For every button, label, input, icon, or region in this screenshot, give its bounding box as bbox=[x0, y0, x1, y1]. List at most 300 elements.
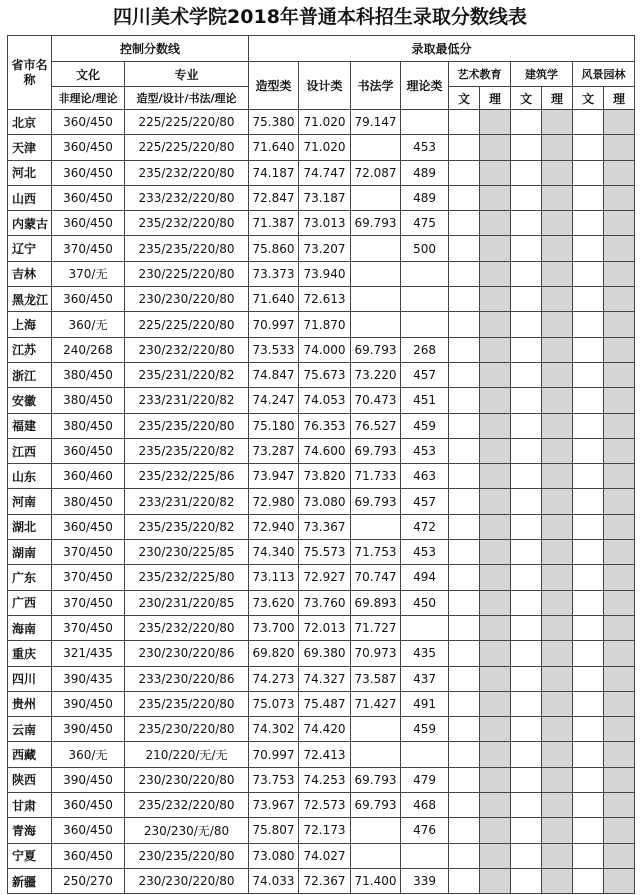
cell-shufa-score: 79.147 bbox=[351, 110, 401, 135]
cell-empty bbox=[573, 615, 604, 640]
header-culture: 文化 bbox=[52, 62, 125, 87]
cell-empty bbox=[511, 540, 542, 565]
cell-province: 青海 bbox=[8, 818, 52, 843]
cell-empty bbox=[511, 489, 542, 514]
cell-province: 西藏 bbox=[8, 742, 52, 767]
cell-major-score: 235/230/220/80 bbox=[125, 717, 249, 742]
table-row bbox=[8, 641, 635, 666]
cell-empty bbox=[449, 818, 480, 843]
cell-empty bbox=[573, 388, 604, 413]
cell-major-score: 210/220/无/无 bbox=[125, 742, 249, 767]
cell-lilun-score: 459 bbox=[401, 717, 449, 742]
cell-empty bbox=[573, 793, 604, 818]
cell-empty bbox=[480, 236, 511, 261]
header-lilun: 理论类 bbox=[401, 62, 449, 110]
cell-shufa-score: 69.793 bbox=[351, 793, 401, 818]
cell-zaoxing-score: 70.997 bbox=[249, 742, 299, 767]
cell-empty bbox=[449, 337, 480, 362]
cell-shufa-score bbox=[351, 843, 401, 868]
cell-empty bbox=[604, 160, 635, 185]
cell-empty bbox=[542, 362, 573, 387]
cell-sheji-score: 75.573 bbox=[299, 540, 351, 565]
cell-major-score: 235/232/220/80 bbox=[125, 793, 249, 818]
cell-major-score: 235/231/220/82 bbox=[125, 362, 249, 387]
cell-empty bbox=[480, 337, 511, 362]
cell-province: 云南 bbox=[8, 717, 52, 742]
cell-empty bbox=[573, 185, 604, 210]
cell-major-score: 235/232/225/86 bbox=[125, 464, 249, 489]
cell-empty bbox=[480, 135, 511, 160]
cell-lilun-score bbox=[401, 110, 449, 135]
cell-lilun-score: 475 bbox=[401, 211, 449, 236]
header-province: 省市名称 bbox=[8, 36, 52, 110]
cell-empty bbox=[480, 489, 511, 514]
cell-empty bbox=[480, 868, 511, 893]
cell-empty bbox=[604, 312, 635, 337]
header-yishu-wen: 文 bbox=[449, 87, 480, 110]
cell-empty bbox=[449, 843, 480, 868]
table-row bbox=[8, 565, 635, 590]
cell-empty bbox=[511, 793, 542, 818]
cell-culture-score: 360/无 bbox=[52, 742, 125, 767]
cell-shufa-score bbox=[351, 261, 401, 286]
cell-culture-score: 390/450 bbox=[52, 691, 125, 716]
cell-empty bbox=[573, 691, 604, 716]
cell-empty bbox=[573, 160, 604, 185]
table-row bbox=[8, 464, 635, 489]
cell-empty bbox=[449, 540, 480, 565]
cell-province: 天津 bbox=[8, 135, 52, 160]
cell-shufa-score: 69.793 bbox=[351, 211, 401, 236]
cell-culture-score: 360/450 bbox=[52, 438, 125, 463]
cell-major-score: 230/231/220/85 bbox=[125, 590, 249, 615]
table-row bbox=[8, 211, 635, 236]
cell-empty bbox=[542, 211, 573, 236]
cell-sheji-score: 74.747 bbox=[299, 160, 351, 185]
table-row bbox=[8, 514, 635, 539]
table-row bbox=[8, 742, 635, 767]
cell-empty bbox=[542, 287, 573, 312]
cell-empty bbox=[511, 565, 542, 590]
cell-zaoxing-score: 74.847 bbox=[249, 362, 299, 387]
cell-empty bbox=[542, 843, 573, 868]
cell-shufa-score bbox=[351, 135, 401, 160]
cell-zaoxing-score: 73.533 bbox=[249, 337, 299, 362]
header-jianzhu-wen: 文 bbox=[511, 87, 542, 110]
cell-empty bbox=[511, 742, 542, 767]
cell-sheji-score: 74.420 bbox=[299, 717, 351, 742]
cell-empty bbox=[449, 464, 480, 489]
cell-empty bbox=[542, 261, 573, 286]
cell-empty bbox=[542, 540, 573, 565]
cell-empty bbox=[604, 388, 635, 413]
cell-zaoxing-score: 74.033 bbox=[249, 868, 299, 893]
cell-empty bbox=[573, 211, 604, 236]
cell-empty bbox=[511, 287, 542, 312]
cell-province: 河南 bbox=[8, 489, 52, 514]
cell-province: 黑龙江 bbox=[8, 287, 52, 312]
cell-lilun-score: 339 bbox=[401, 868, 449, 893]
cell-lilun-score: 472 bbox=[401, 514, 449, 539]
cell-lilun-score: 451 bbox=[401, 388, 449, 413]
cell-culture-score: 380/450 bbox=[52, 413, 125, 438]
cell-empty bbox=[604, 464, 635, 489]
cell-province: 北京 bbox=[8, 110, 52, 135]
cell-empty bbox=[573, 666, 604, 691]
cell-lilun-score: 489 bbox=[401, 185, 449, 210]
header-shufa: 书法学 bbox=[351, 62, 401, 110]
cell-province: 山西 bbox=[8, 185, 52, 210]
cell-empty bbox=[511, 185, 542, 210]
cell-zaoxing-score: 74.340 bbox=[249, 540, 299, 565]
cell-sheji-score: 74.000 bbox=[299, 337, 351, 362]
cell-culture-score: 380/450 bbox=[52, 388, 125, 413]
cell-empty bbox=[604, 362, 635, 387]
cell-culture-score: 360/450 bbox=[52, 818, 125, 843]
table-row bbox=[8, 590, 635, 615]
header-culture-sub: 非理论/理论 bbox=[52, 87, 125, 110]
cell-lilun-score: 453 bbox=[401, 438, 449, 463]
cell-empty bbox=[604, 615, 635, 640]
cell-zaoxing-score: 73.947 bbox=[249, 464, 299, 489]
cell-empty bbox=[480, 565, 511, 590]
cell-empty bbox=[604, 489, 635, 514]
cell-empty bbox=[573, 565, 604, 590]
cell-shufa-score bbox=[351, 514, 401, 539]
cell-zaoxing-score: 73.080 bbox=[249, 843, 299, 868]
cell-empty bbox=[449, 261, 480, 286]
cell-empty bbox=[573, 868, 604, 893]
cell-empty bbox=[573, 540, 604, 565]
cell-zaoxing-score: 75.073 bbox=[249, 691, 299, 716]
cell-empty bbox=[542, 110, 573, 135]
cell-empty bbox=[449, 236, 480, 261]
cell-zaoxing-score: 75.380 bbox=[249, 110, 299, 135]
cell-sheji-score: 73.367 bbox=[299, 514, 351, 539]
cell-empty bbox=[511, 641, 542, 666]
cell-empty bbox=[604, 793, 635, 818]
table-row bbox=[8, 287, 635, 312]
cell-empty bbox=[542, 236, 573, 261]
cell-lilun-score bbox=[401, 261, 449, 286]
cell-empty bbox=[604, 767, 635, 792]
cell-lilun-score: 457 bbox=[401, 362, 449, 387]
cell-culture-score: 370/450 bbox=[52, 540, 125, 565]
cell-empty bbox=[604, 666, 635, 691]
cell-province: 宁夏 bbox=[8, 843, 52, 868]
cell-zaoxing-score: 70.997 bbox=[249, 312, 299, 337]
cell-shufa-score: 73.220 bbox=[351, 362, 401, 387]
cell-empty bbox=[573, 287, 604, 312]
cell-empty bbox=[573, 362, 604, 387]
cell-culture-score: 370/450 bbox=[52, 590, 125, 615]
cell-empty bbox=[511, 135, 542, 160]
page-title: 四川美术学院2018年普通本科招生录取分数线表 bbox=[113, 6, 527, 28]
cell-culture-score: 360/450 bbox=[52, 110, 125, 135]
header-zaoxing: 造型类 bbox=[249, 62, 299, 110]
cell-empty bbox=[480, 717, 511, 742]
cell-empty bbox=[511, 514, 542, 539]
cell-sheji-score: 72.013 bbox=[299, 615, 351, 640]
cell-empty bbox=[480, 185, 511, 210]
cell-culture-score: 390/450 bbox=[52, 767, 125, 792]
cell-empty bbox=[449, 717, 480, 742]
cell-empty bbox=[573, 742, 604, 767]
cell-empty bbox=[480, 666, 511, 691]
cell-zaoxing-score: 75.807 bbox=[249, 818, 299, 843]
cell-empty bbox=[604, 185, 635, 210]
cell-shufa-score: 71.727 bbox=[351, 615, 401, 640]
cell-empty bbox=[480, 464, 511, 489]
cell-culture-score: 390/435 bbox=[52, 666, 125, 691]
cell-empty bbox=[604, 540, 635, 565]
cell-major-score: 225/225/220/80 bbox=[125, 110, 249, 135]
cell-zaoxing-score: 72.847 bbox=[249, 185, 299, 210]
cell-empty bbox=[449, 388, 480, 413]
cell-culture-score: 370/无 bbox=[52, 261, 125, 286]
cell-empty bbox=[449, 211, 480, 236]
cell-culture-score: 380/450 bbox=[52, 362, 125, 387]
table-row bbox=[8, 261, 635, 286]
cell-shufa-score: 71.733 bbox=[351, 464, 401, 489]
cell-province: 上海 bbox=[8, 312, 52, 337]
cell-empty bbox=[511, 388, 542, 413]
cell-lilun-score: 435 bbox=[401, 641, 449, 666]
cell-shufa-score: 76.527 bbox=[351, 413, 401, 438]
cell-empty bbox=[480, 110, 511, 135]
cell-empty bbox=[573, 438, 604, 463]
cell-empty bbox=[511, 438, 542, 463]
cell-empty bbox=[542, 742, 573, 767]
cell-lilun-score: 453 bbox=[401, 540, 449, 565]
cell-sheji-score: 75.673 bbox=[299, 362, 351, 387]
cell-empty bbox=[604, 211, 635, 236]
cell-empty bbox=[573, 110, 604, 135]
cell-empty bbox=[449, 793, 480, 818]
cell-empty bbox=[573, 337, 604, 362]
cell-sheji-score: 73.080 bbox=[299, 489, 351, 514]
cell-shufa-score: 69.793 bbox=[351, 337, 401, 362]
cell-empty bbox=[542, 185, 573, 210]
cell-major-score: 230/230/220/80 bbox=[125, 767, 249, 792]
cell-province: 江西 bbox=[8, 438, 52, 463]
cell-empty bbox=[604, 742, 635, 767]
cell-shufa-score: 70.747 bbox=[351, 565, 401, 590]
cell-shufa-score bbox=[351, 312, 401, 337]
cell-empty bbox=[449, 489, 480, 514]
cell-empty bbox=[511, 211, 542, 236]
cell-empty bbox=[511, 818, 542, 843]
cell-zaoxing-score: 72.980 bbox=[249, 489, 299, 514]
cell-zaoxing-score: 74.273 bbox=[249, 666, 299, 691]
cell-empty bbox=[480, 160, 511, 185]
cell-province: 新疆 bbox=[8, 868, 52, 893]
cell-zaoxing-score: 73.287 bbox=[249, 438, 299, 463]
cell-major-score: 235/235/220/80 bbox=[125, 413, 249, 438]
cell-sheji-score: 76.353 bbox=[299, 413, 351, 438]
cell-sheji-score: 73.760 bbox=[299, 590, 351, 615]
cell-empty bbox=[511, 413, 542, 438]
cell-empty bbox=[604, 717, 635, 742]
cell-sheji-score: 69.380 bbox=[299, 641, 351, 666]
cell-empty bbox=[542, 489, 573, 514]
cell-zaoxing-score: 75.180 bbox=[249, 413, 299, 438]
cell-shufa-score: 72.087 bbox=[351, 160, 401, 185]
cell-empty bbox=[480, 540, 511, 565]
cell-province: 安徽 bbox=[8, 388, 52, 413]
cell-zaoxing-score: 71.640 bbox=[249, 135, 299, 160]
cell-province: 福建 bbox=[8, 413, 52, 438]
cell-empty bbox=[511, 160, 542, 185]
cell-empty bbox=[449, 742, 480, 767]
cell-empty bbox=[449, 691, 480, 716]
cell-empty bbox=[573, 413, 604, 438]
cell-culture-score: 360/460 bbox=[52, 464, 125, 489]
cell-lilun-score: 489 bbox=[401, 160, 449, 185]
cell-culture-score: 321/435 bbox=[52, 641, 125, 666]
cell-major-score: 233/231/220/82 bbox=[125, 388, 249, 413]
cell-empty bbox=[480, 261, 511, 286]
cell-empty bbox=[511, 615, 542, 640]
cell-empty bbox=[573, 767, 604, 792]
cell-zaoxing-score: 73.620 bbox=[249, 590, 299, 615]
cell-empty bbox=[449, 438, 480, 463]
cell-sheji-score: 72.927 bbox=[299, 565, 351, 590]
cell-lilun-score: 500 bbox=[401, 236, 449, 261]
cell-empty bbox=[511, 843, 542, 868]
cell-empty bbox=[573, 464, 604, 489]
cell-empty bbox=[573, 261, 604, 286]
table-row bbox=[8, 691, 635, 716]
cell-culture-score: 360/450 bbox=[52, 211, 125, 236]
cell-empty bbox=[604, 287, 635, 312]
table-row bbox=[8, 818, 635, 843]
cell-empty bbox=[542, 717, 573, 742]
cell-province: 吉林 bbox=[8, 261, 52, 286]
cell-province: 陕西 bbox=[8, 767, 52, 792]
cell-empty bbox=[542, 514, 573, 539]
cell-empty bbox=[542, 160, 573, 185]
cell-shufa-score bbox=[351, 236, 401, 261]
cell-province: 河北 bbox=[8, 160, 52, 185]
cell-sheji-score: 74.253 bbox=[299, 767, 351, 792]
cell-province: 辽宁 bbox=[8, 236, 52, 261]
table-row bbox=[8, 362, 635, 387]
cell-major-score: 235/232/220/80 bbox=[125, 211, 249, 236]
cell-shufa-score: 71.753 bbox=[351, 540, 401, 565]
header-sheji: 设计类 bbox=[299, 62, 351, 110]
cell-empty bbox=[480, 793, 511, 818]
cell-empty bbox=[511, 337, 542, 362]
header-control: 控制分数线 bbox=[52, 36, 249, 62]
cell-empty bbox=[542, 767, 573, 792]
cell-lilun-score: 268 bbox=[401, 337, 449, 362]
cell-shufa-score bbox=[351, 717, 401, 742]
table-row bbox=[8, 185, 635, 210]
cell-empty bbox=[480, 641, 511, 666]
cell-shufa-score bbox=[351, 818, 401, 843]
header-fengjing: 风景园林 bbox=[573, 62, 635, 87]
cell-lilun-score bbox=[401, 615, 449, 640]
cell-sheji-score: 73.187 bbox=[299, 185, 351, 210]
cell-empty bbox=[511, 868, 542, 893]
cell-empty bbox=[449, 312, 480, 337]
cell-empty bbox=[449, 135, 480, 160]
cell-culture-score: 370/450 bbox=[52, 565, 125, 590]
cell-province: 广东 bbox=[8, 565, 52, 590]
table-row bbox=[8, 110, 635, 135]
cell-empty bbox=[511, 464, 542, 489]
cell-shufa-score: 69.793 bbox=[351, 438, 401, 463]
cell-empty bbox=[542, 691, 573, 716]
cell-empty bbox=[449, 641, 480, 666]
cell-empty bbox=[604, 236, 635, 261]
cell-major-score: 230/232/220/80 bbox=[125, 337, 249, 362]
cell-empty bbox=[604, 868, 635, 893]
cell-empty bbox=[480, 211, 511, 236]
table-row bbox=[8, 236, 635, 261]
cell-empty bbox=[449, 514, 480, 539]
cell-empty bbox=[480, 818, 511, 843]
cell-empty bbox=[542, 438, 573, 463]
cell-sheji-score: 72.573 bbox=[299, 793, 351, 818]
cell-empty bbox=[449, 615, 480, 640]
cell-major-score: 233/232/220/80 bbox=[125, 185, 249, 210]
header-yishu: 艺术教育 bbox=[449, 62, 511, 87]
cell-empty bbox=[604, 691, 635, 716]
cell-major-score: 235/235/220/82 bbox=[125, 438, 249, 463]
header-fengjing-wen: 文 bbox=[573, 87, 604, 110]
cell-empty bbox=[511, 261, 542, 286]
cell-empty bbox=[604, 110, 635, 135]
cell-lilun-score: 468 bbox=[401, 793, 449, 818]
cell-culture-score: 360/450 bbox=[52, 843, 125, 868]
cell-major-score: 230/230/220/80 bbox=[125, 868, 249, 893]
cell-empty bbox=[511, 236, 542, 261]
cell-sheji-score: 74.027 bbox=[299, 843, 351, 868]
cell-empty bbox=[480, 767, 511, 792]
cell-major-score: 235/235/220/80 bbox=[125, 691, 249, 716]
table-row bbox=[8, 312, 635, 337]
cell-province: 山东 bbox=[8, 464, 52, 489]
cell-shufa-score: 70.473 bbox=[351, 388, 401, 413]
cell-sheji-score: 72.173 bbox=[299, 818, 351, 843]
score-table bbox=[7, 35, 635, 894]
cell-empty bbox=[604, 818, 635, 843]
cell-lilun-score: 491 bbox=[401, 691, 449, 716]
cell-empty bbox=[449, 565, 480, 590]
cell-shufa-score: 69.793 bbox=[351, 767, 401, 792]
cell-empty bbox=[480, 438, 511, 463]
table-row bbox=[8, 160, 635, 185]
cell-province: 广西 bbox=[8, 590, 52, 615]
cell-culture-score: 360/450 bbox=[52, 287, 125, 312]
cell-culture-score: 360/无 bbox=[52, 312, 125, 337]
cell-culture-score: 360/450 bbox=[52, 135, 125, 160]
cell-major-score: 225/225/220/80 bbox=[125, 312, 249, 337]
cell-empty bbox=[542, 413, 573, 438]
cell-sheji-score: 72.367 bbox=[299, 868, 351, 893]
cell-sheji-score: 71.020 bbox=[299, 110, 351, 135]
cell-empty bbox=[480, 590, 511, 615]
cell-empty bbox=[542, 337, 573, 362]
cell-sheji-score: 73.940 bbox=[299, 261, 351, 286]
cell-empty bbox=[604, 438, 635, 463]
cell-culture-score: 390/450 bbox=[52, 717, 125, 742]
cell-empty bbox=[480, 843, 511, 868]
cell-major-score: 235/232/225/80 bbox=[125, 565, 249, 590]
cell-empty bbox=[604, 641, 635, 666]
